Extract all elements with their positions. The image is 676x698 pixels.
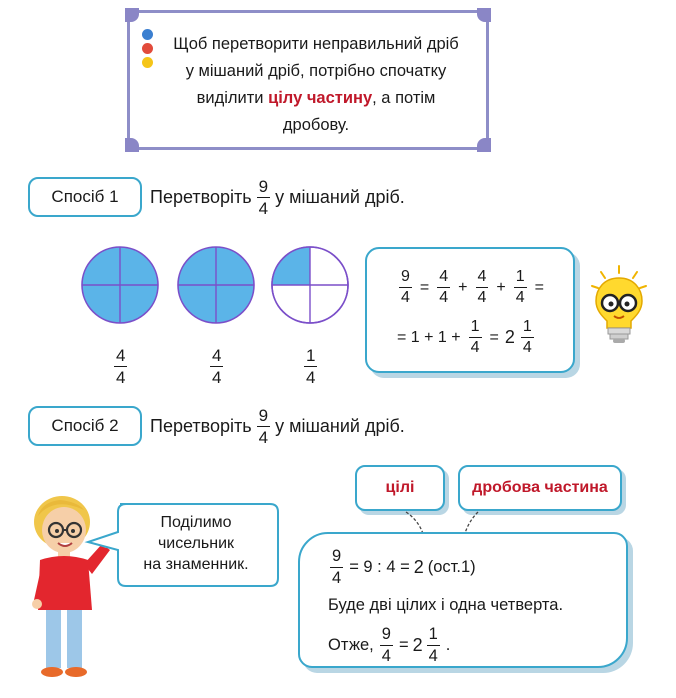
bubble-text [118, 512, 274, 575]
fraction-circles [80, 244, 360, 328]
rule-line: Щоб перетворити неправильний дріб [173, 35, 459, 53]
bubble-line: на знаменник. [143, 556, 249, 573]
equation-box [365, 247, 575, 373]
rule-line: у мішаний дріб, потрібно спочатку [185, 62, 447, 80]
method2-task: Перетворіть $\frac{9}{4}$ у мішаний дріб. [150, 405, 405, 447]
conclusion-line: Отже, $\frac{9}{4}$ = 2 $\frac{1}{4}$ . [328, 625, 451, 665]
circle3-fraction: $\frac{1}{4}$ [306, 346, 316, 387]
circle-quarter [272, 247, 348, 323]
blue-dot-icon [142, 29, 153, 40]
solution-box [298, 532, 628, 668]
method1-label: Спосіб 1 [28, 177, 142, 217]
board-corner [125, 8, 139, 22]
board-corner [477, 138, 491, 152]
explanation-line: Буде дві цілих і одна четверта. [328, 596, 564, 614]
circle1-fraction: $\frac{4}{4}$ [116, 346, 126, 387]
method2-label: Спосіб 2 [28, 406, 142, 446]
equation-line-1: $\frac{9}{4}$ = $\frac{4}{4}$ + $\frac{4}{4}$ + $\frac{1}{4}$ = [401, 268, 544, 306]
rule-board [127, 10, 489, 150]
circle2-fraction: $\frac{4}{4}$ [212, 346, 222, 387]
equation-line-2: = 1 + 1 + $\frac{1}{4}$ = 2 $\frac{1}{4}$ [397, 318, 532, 356]
board-corner [477, 8, 491, 22]
rule-highlight: цілу частину [268, 89, 373, 107]
method1-task: Перетворіть $\frac{9}{4}$ у мішаний дріб. [150, 176, 405, 218]
rule-line: виділити цілу частину, а потім [196, 89, 436, 107]
fraction: $\frac{9}{4}$ [258, 176, 269, 218]
division-line: $\frac{9}{4}$ = 9 : 4 = 2 (ост.1) [332, 547, 476, 587]
rule-text [166, 31, 466, 139]
red-dot-icon [142, 43, 153, 54]
board-corner [125, 138, 139, 152]
bubble-line: чисельник [157, 535, 235, 552]
circle-whole-2 [178, 247, 254, 323]
yellow-dot-icon [142, 57, 153, 68]
lightbulb-icon [588, 264, 650, 348]
tag-whole: цілі [355, 465, 445, 511]
rule-line: дробову. [282, 116, 350, 134]
circle-whole-1 [82, 247, 158, 323]
tag-fraction-part: дробова частина [458, 465, 622, 511]
fraction: $\frac{9}{4}$ [258, 405, 269, 447]
bubble-line: Поділимо [160, 514, 232, 531]
